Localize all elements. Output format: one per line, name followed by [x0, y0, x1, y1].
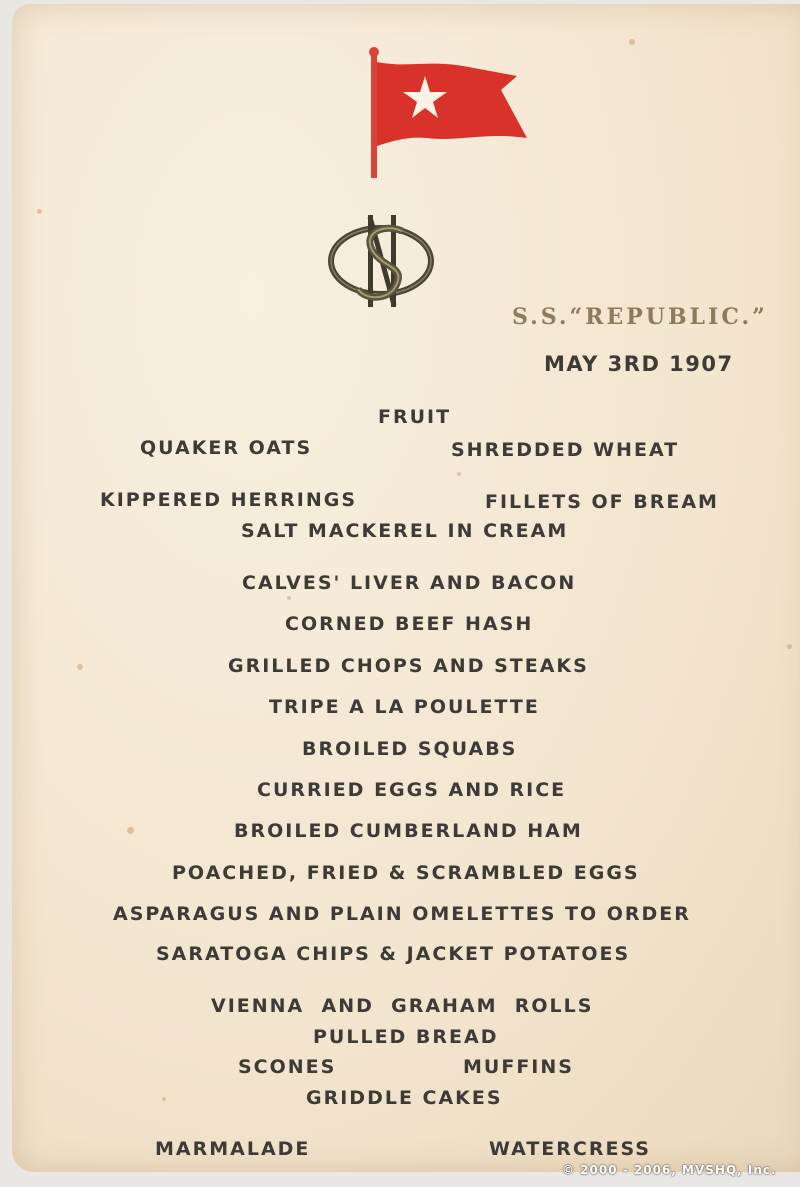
menu-item-griddle-cakes: GRIDDLE CAKES — [306, 1087, 503, 1109]
menu-item-rolls: VIENNA AND GRAHAM ROLLS — [211, 995, 594, 1017]
copyright-watermark: © 2000 - 2006, MVSHQ, Inc. — [562, 1163, 777, 1177]
menu-item-kippered-herrings: KIPPERED HERRINGS — [100, 489, 358, 511]
menu-item-calves-liver: CALVES' LIVER AND BACON — [242, 572, 577, 594]
menu-item-curried-eggs: CURRIED EGGS AND RICE — [257, 779, 567, 801]
menu-item-quaker-oats: QUAKER OATS — [140, 437, 313, 459]
osn-monogram-logo-icon — [324, 209, 439, 314]
menu-item-salt-mackerel: SALT MACKEREL IN CREAM — [241, 520, 569, 542]
paper-speck — [287, 596, 291, 600]
menu-date: MAY 3RD 1907 — [544, 352, 734, 376]
menu-card — [12, 4, 800, 1172]
menu-item-broiled-squabs: BROILED SQUABS — [302, 738, 518, 760]
red-pennant-flag-icon — [367, 46, 537, 181]
ship-name: S.S.“REPUBLIC.” — [512, 304, 768, 330]
paper-speck — [629, 39, 635, 45]
paper-speck — [162, 1097, 166, 1101]
menu-item-pulled-bread: PULLED BREAD — [313, 1026, 499, 1048]
menu-item-eggs: POACHED, FRIED & SCRAMBLED EGGS — [172, 862, 640, 884]
menu-item-potatoes: SARATOGA CHIPS & JACKET POTATOES — [156, 943, 631, 965]
menu-item-tripe: TRIPE A LA POULETTE — [269, 696, 540, 718]
menu-item-muffins: MUFFINS — [463, 1056, 574, 1078]
menu-item-grilled-chops: GRILLED CHOPS AND STEAKS — [228, 655, 589, 677]
menu-item-scones: SCONES — [238, 1056, 337, 1078]
menu-item-shredded-wheat: SHREDDED WHEAT — [451, 439, 680, 461]
paper-speck — [787, 644, 792, 649]
paper-speck — [77, 664, 83, 670]
paper-speck — [127, 827, 134, 834]
menu-item-omelettes: ASPARAGUS AND PLAIN OMELETTES TO ORDER — [113, 903, 691, 925]
paper-speck — [37, 209, 42, 214]
menu-item-cumberland-ham: BROILED CUMBERLAND HAM — [234, 820, 583, 842]
menu-item-corned-beef-hash: CORNED BEEF HASH — [285, 613, 534, 635]
menu-item-watercress: WATERCRESS — [489, 1138, 651, 1160]
menu-item-fruit: FRUIT — [378, 406, 452, 428]
svg-text:OSN: OSN — [381, 229, 384, 230]
menu-item-fillets-of-bream: FILLETS OF BREAM — [485, 491, 719, 513]
paper-speck — [457, 472, 461, 476]
menu-item-marmalade: MARMALADE — [155, 1138, 311, 1160]
